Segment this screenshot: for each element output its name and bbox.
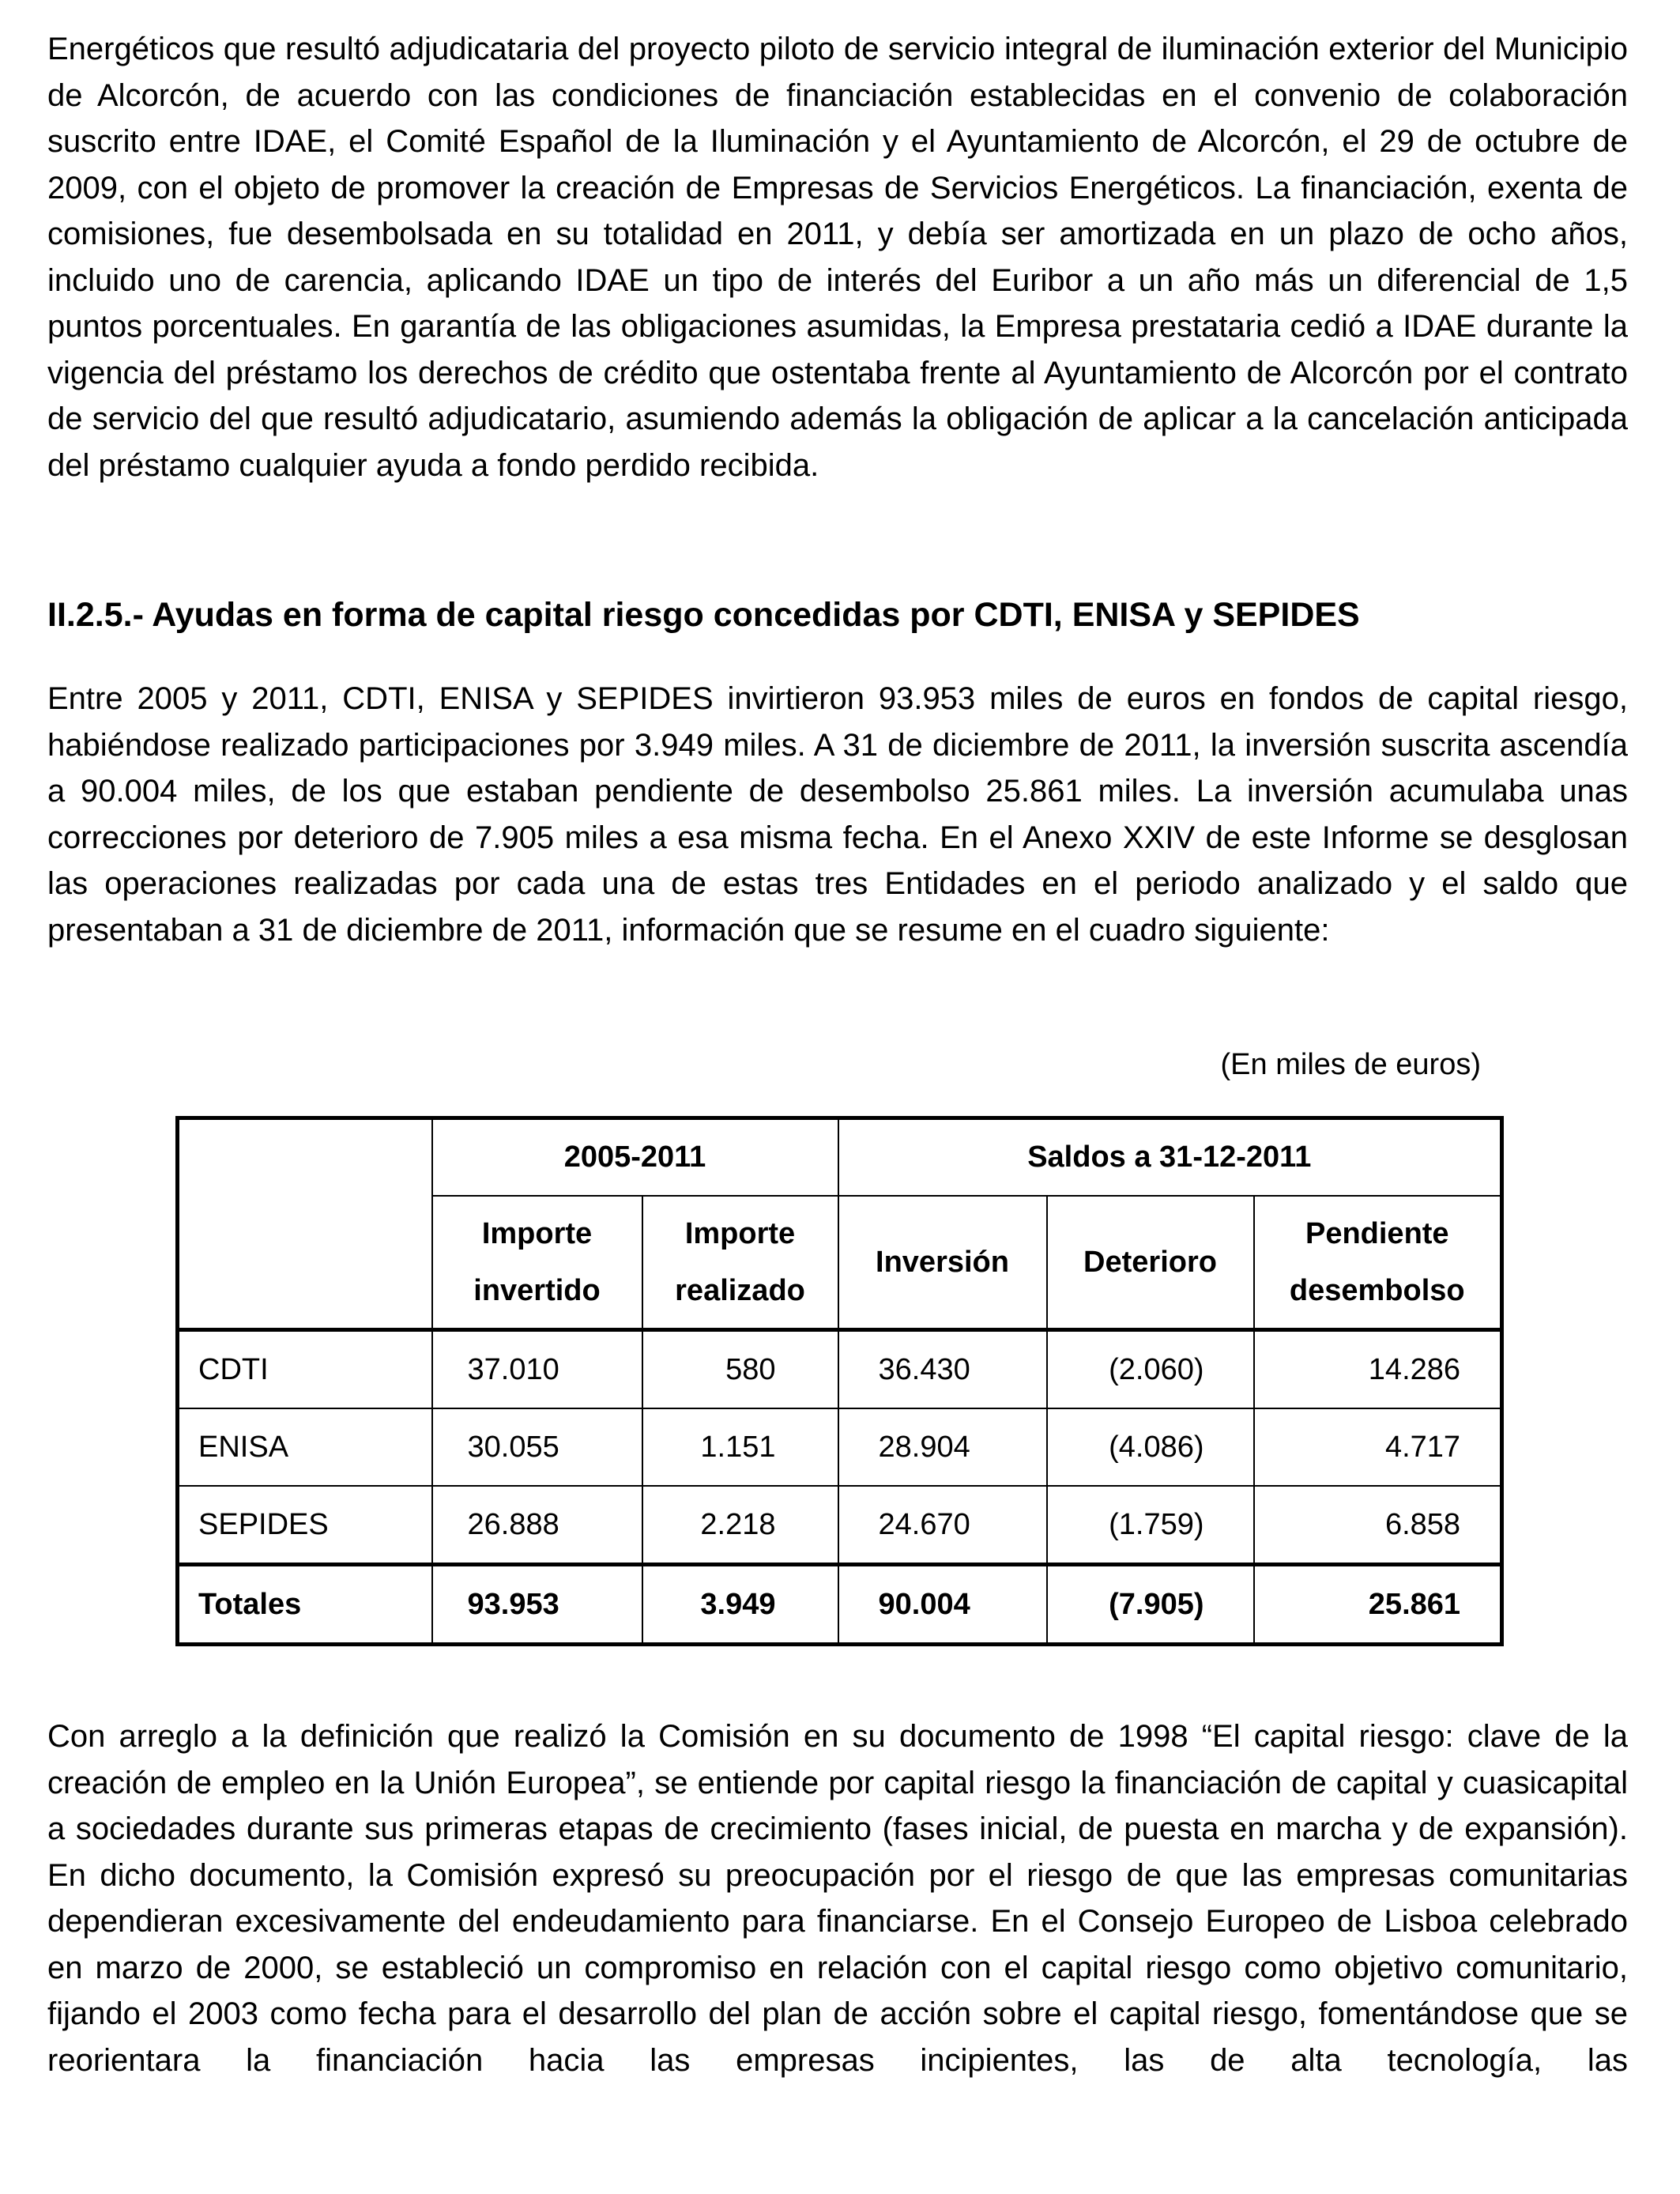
capital-riesgo-table <box>175 1116 1504 1646</box>
cell-importe-invertido: 30.055 <box>432 1408 642 1486</box>
cell-pendiente: 14.286 <box>1254 1330 1502 1409</box>
row-entity: SEPIDES <box>178 1486 432 1565</box>
col-header-importe-realizado <box>642 1196 838 1330</box>
cell-deterioro: (2.060) <box>1047 1330 1254 1409</box>
total-inversion: 90.004 <box>838 1565 1047 1645</box>
col-header-line: Pendiente <box>1305 1216 1449 1250</box>
total-pendiente: 25.861 <box>1254 1565 1502 1645</box>
table-totals-row <box>178 1565 1502 1645</box>
table-units-note: (En miles de euros) <box>1220 1048 1481 1081</box>
col-header-pendiente-desembolso <box>1254 1196 1502 1330</box>
cell-pendiente: 6.858 <box>1254 1486 1502 1565</box>
col-header-line: desembolso <box>1289 1273 1465 1307</box>
cell-inversion: 36.430 <box>838 1330 1047 1409</box>
total-importe-invertido: 93.953 <box>432 1565 642 1645</box>
section-heading: II.2.5.- Ayudas en forma de capital riesgo concedidas por CDTI, ENISA y SEPIDES <box>47 596 1360 634</box>
table-row <box>178 1330 1502 1409</box>
row-entity: CDTI <box>178 1330 432 1409</box>
total-deterioro: (7.905) <box>1047 1565 1254 1645</box>
cell-importe-realizado: 1.151 <box>642 1408 838 1486</box>
col-header-line: invertido <box>473 1273 601 1307</box>
section-body-paragraph: Entre 2005 y 2011, CDTI, ENISA y SEPIDES invirtieron 93.953 miles de euros en fondos de capital riesgo, habiéndose realizado participaciones por 3.949 miles. A 31 de diciembre de 2011, la inversión suscrita ascendía a 90.004 miles, de los que estaban pendiente de desembolso 25.861 miles. La inversión acumulaba unas correcciones por deterioro de 7.905 miles a esa misma fecha. En el Anexo XXIV de este Informe se desglosan las operaciones realizadas por cada una de estas tres Entidades en el periodo analizado y el saldo que presentaban a 31 de diciembre de 2011, información que se resume en el cuadro siguiente: <box>47 681 1628 948</box>
cell-importe-realizado: 580 <box>642 1330 838 1409</box>
table-row <box>178 1486 1502 1565</box>
total-importe-realizado: 3.949 <box>642 1565 838 1645</box>
group-header-saldos: Saldos a 31-12-2011 <box>838 1118 1502 1196</box>
col-header-inversion: Inversión <box>838 1196 1047 1330</box>
cell-importe-realizado: 2.218 <box>642 1486 838 1565</box>
table-group-header-row <box>178 1118 1502 1196</box>
cell-deterioro: (1.759) <box>1047 1486 1254 1565</box>
col-header-line: Importe <box>481 1216 593 1250</box>
intro-paragraph: Energéticos que resultó adjudicataria del proyecto piloto de servicio integral de iluminación exterior del Municipio de Alcorcón, de acuerdo con las condiciones de financiación establecidas en el convenio de colaboración suscrito entre IDAE, el Comité Español de la Iluminación y el Ayuntamiento de Alcorcón, el 29 de octubre de 2009, con el objeto de promover la creación de Empresas de Servicios Energéticos. La financiación, exenta de comisiones, fue desembolsada en su totalidad en 2011, y debía ser amortizada en un plazo de ocho años, incluido uno de carencia, aplicando IDAE un tipo de interés del Euribor a un año más un diferencial de 1,5 puntos porcentuales. En garantía de las obligaciones asumidas, la Empresa prestataria cedió a IDAE durante la vigencia del préstamo los derechos de crédito que ostentaba frente al Ayuntamiento de Alcorcón por el contrato de servicio del que resultó adjudicatario, asumiendo además la obligación de aplicar a la cancelación anticipada del préstamo cualquier ayuda a fondo perdido recibida. <box>47 32 1628 483</box>
table-corner-cell <box>178 1118 432 1330</box>
col-header-importe-invertido <box>432 1196 642 1330</box>
cell-deterioro: (4.086) <box>1047 1408 1254 1486</box>
cell-inversion: 24.670 <box>838 1486 1047 1565</box>
cell-inversion: 28.904 <box>838 1408 1047 1486</box>
closing-paragraph: Con arreglo a la definición que realizó la Comisión en su documento de 1998 “El capital riesgo: clave de la creación de empleo en la Unión Europea”, se entiende por capital riesgo la financiación de capital y cuasicapital a sociedades durante sus primeras etapas de crecimiento (fases inicial, de puesta en marcha y de expansión). En dicho documento, la Comisión expresó su preocupación por el riesgo de que las empresas comunitarias dependieran excesivamente del endeudamiento para financiarse. En el Consejo Europeo de Lisboa celebrado en marzo de 2000, se estableció un compromiso en relación con el capital riesgo como objetivo comunitario, fijando el 2003 como fecha para el desarrollo del plan de acción sobre el capital riesgo, fomentándose que se reorientara la financiación hacia las empresas incipientes, las de alta tecnología, las <box>47 1719 1628 2078</box>
table-row <box>178 1408 1502 1486</box>
group-header-2005-2011: 2005-2011 <box>432 1118 838 1196</box>
cell-importe-invertido: 37.010 <box>432 1330 642 1409</box>
col-header-deterioro: Deterioro <box>1047 1196 1254 1330</box>
cell-pendiente: 4.717 <box>1254 1408 1502 1486</box>
col-header-line: Importe <box>684 1216 796 1250</box>
row-entity: ENISA <box>178 1408 432 1486</box>
col-header-line: realizado <box>675 1273 805 1307</box>
cell-importe-invertido: 26.888 <box>432 1486 642 1565</box>
totals-label: Totales <box>178 1565 432 1645</box>
